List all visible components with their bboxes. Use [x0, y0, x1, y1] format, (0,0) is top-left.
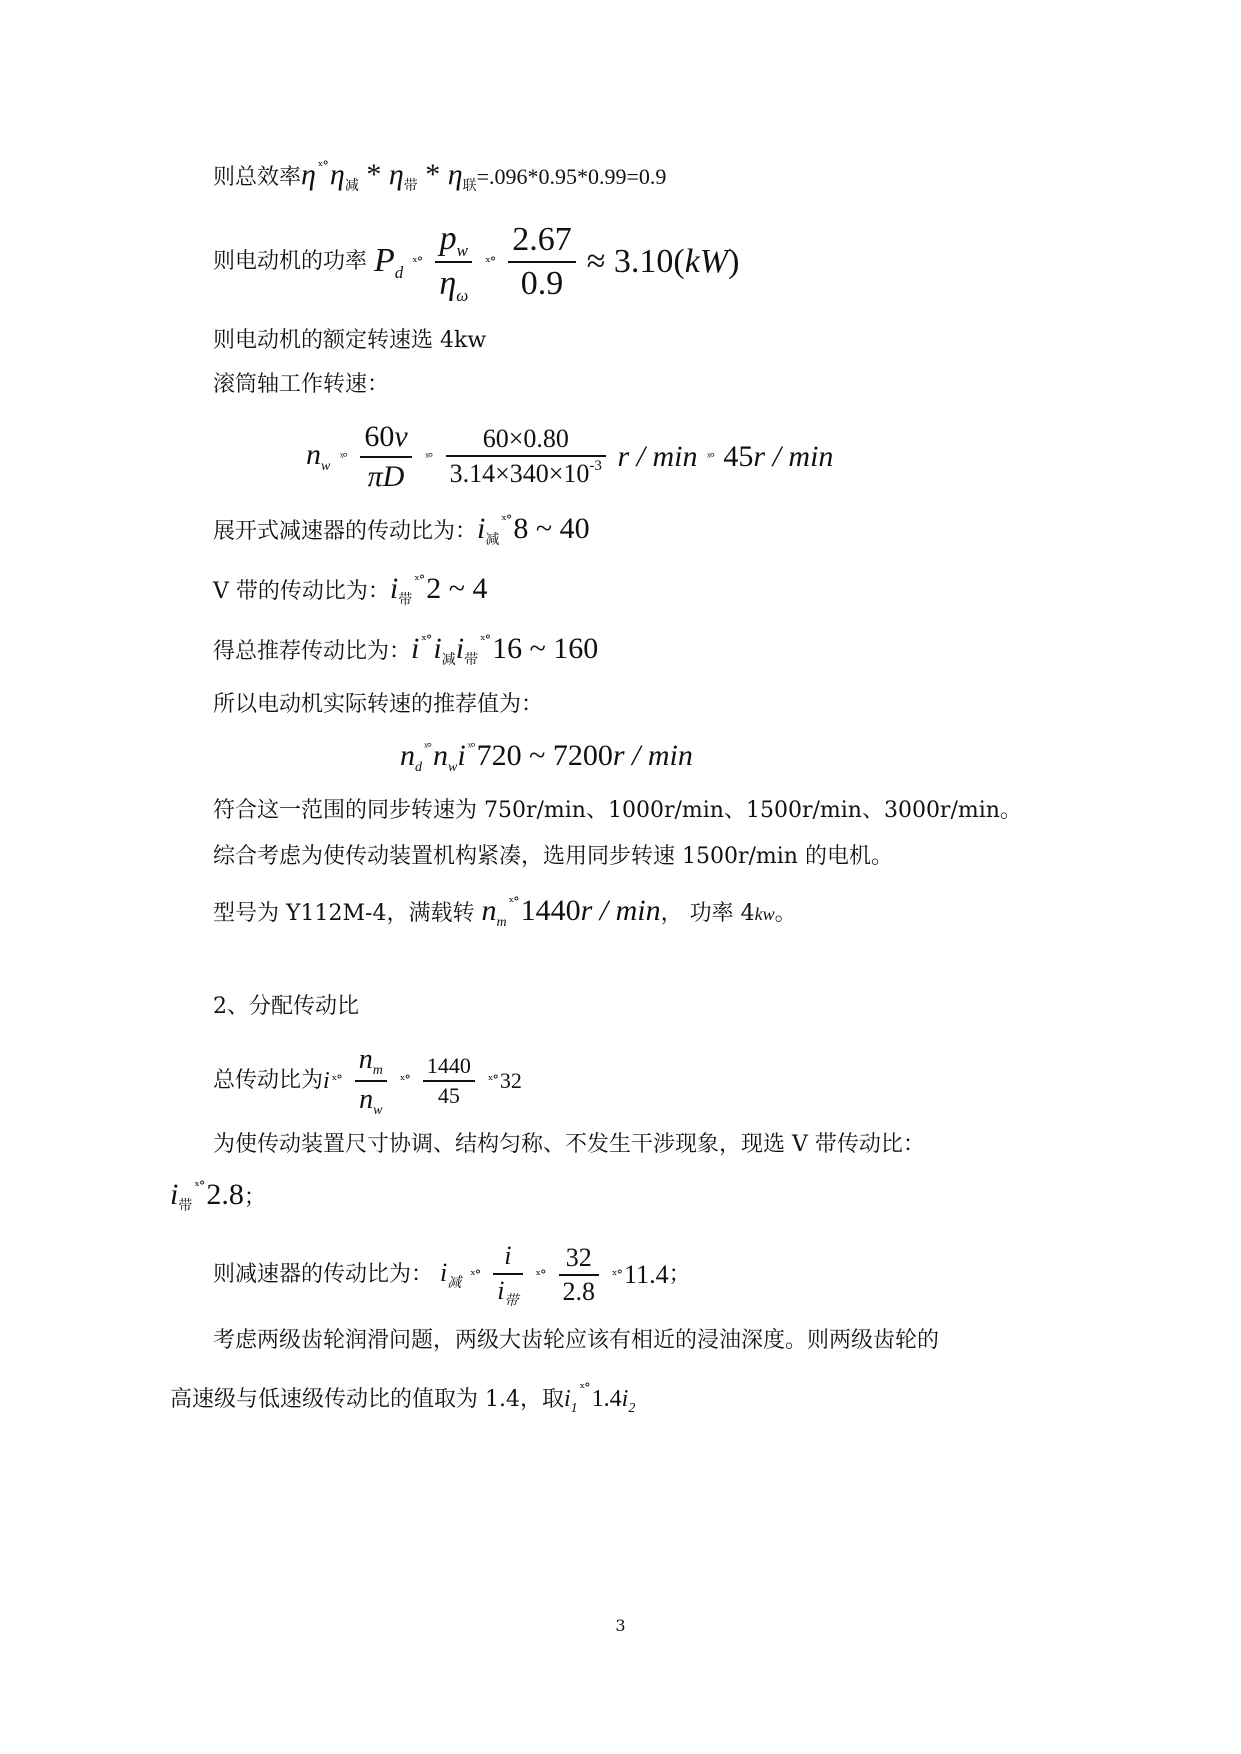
semicolon: ； — [243, 1185, 266, 1210]
i-symbol: i — [389, 572, 399, 605]
motor-range: 720 ~ 7200 — [476, 739, 613, 772]
i2-symbol: $i_2$ — [621, 1386, 636, 1416]
total-efficiency-line — [213, 160, 666, 193]
reducer-sub: 减 — [485, 532, 500, 548]
eta-belt: η — [388, 158, 404, 191]
reducer-ratio-line — [213, 514, 590, 547]
power-numerator: 2.67 — [508, 219, 576, 264]
vbelt-choice-value: 2.8 — [206, 1178, 244, 1211]
vbelt-label: V 带的传动比为： — [213, 579, 390, 604]
ratio-denominator: 45 — [437, 1082, 460, 1108]
eta-symbol: η — [301, 158, 316, 191]
vbelt-choice-paragraph: 为使传动装置尺寸协调、结构匀称、不发生干涉现象，现选 V 带传动比： — [213, 1132, 925, 1157]
efficiency-value: =.096*0.95*0.99=0.9 — [476, 164, 667, 189]
equals-mark: ˣ° — [480, 633, 491, 648]
equals-mark: ˣ° — [470, 1267, 481, 1283]
i-symbol: i — [433, 632, 442, 665]
eta-reducer: η — [329, 158, 345, 191]
i-symbol: $i_减$ — [440, 1257, 462, 1291]
gear-label: 则减速器的传动比为： — [213, 1262, 434, 1287]
equals-mark: ˣ° — [339, 449, 347, 464]
nw-denominator-value: 3.14×340×10 — [449, 459, 590, 488]
gear-ratio-line — [213, 1240, 691, 1310]
nm-symbol: $n_m$ — [481, 894, 507, 930]
gear-fraction-2 — [559, 1242, 600, 1309]
equals-mark: ˣ° — [412, 254, 423, 270]
equals-mark: ˣ° — [331, 1073, 342, 1088]
belt-sub: 带 — [464, 652, 479, 668]
motor-power-line — [213, 218, 739, 307]
rmin-unit: r / min — [580, 894, 661, 927]
equals-mark: ˣ° — [414, 573, 425, 588]
equals-mark: ˣ° — [579, 1381, 590, 1396]
nw-numerator-value: 60 — [364, 420, 395, 453]
rmin-unit: r / min — [753, 439, 834, 473]
equals-mark: ˣ° — [317, 159, 328, 174]
reducer-label: 展开式减速器的传动比为： — [213, 519, 478, 544]
nw-denominator-1: πD — [367, 459, 405, 493]
total-ratio-label: 得总推荐传动比为： — [213, 639, 412, 664]
equals-mark: ˣ° — [501, 513, 512, 528]
selection-line: 综合考虑为使传动装置机构紧凑，选用同步转速 1500r/min 的电机。 — [213, 844, 893, 869]
equals-mark: ˣ° — [399, 1073, 410, 1088]
equals-mark: ˣ° — [467, 739, 475, 754]
pw-numerator: $p_w$ — [435, 218, 472, 263]
equals-mark: ˣ° — [194, 1179, 205, 1194]
power-symbol: $P_d$ — [374, 241, 404, 282]
nw-denominator: $n_w$ — [359, 1083, 383, 1118]
semicolon: ； — [668, 1262, 691, 1287]
rated-speed-line: 则电动机的额定转速选 4kw — [213, 328, 487, 353]
motor-speed-formula — [400, 740, 693, 775]
i1-symbol: $i_1$ — [563, 1386, 578, 1416]
vbelt-range: 2 ~ 4 — [426, 572, 488, 605]
motor-model-line — [213, 896, 797, 930]
power-denominator: 0.9 — [520, 265, 564, 303]
model-power-label: ， 功率 4 — [660, 901, 755, 926]
gear-numerator: 32 — [559, 1242, 600, 1277]
equals-mark: ˣ° — [612, 1267, 623, 1283]
efficiency-label: 则总效率 — [213, 165, 302, 190]
total-range: 16 ~ 160 — [492, 632, 599, 665]
nw-result-value: 45 — [723, 439, 754, 473]
ratio-label: 总传动比为 — [213, 1067, 324, 1093]
nw-numerator-1 — [360, 418, 411, 458]
eta-denominator: $\eta_\omega$ — [439, 265, 469, 306]
i-symbol: i — [455, 632, 465, 665]
gear-result: 11.4 — [624, 1260, 669, 1289]
nw-symbol: $n_wi$ — [432, 739, 466, 775]
equals-mark: ˣ° — [706, 449, 714, 464]
belt-sub: 带 — [403, 178, 418, 194]
nw-symbol: $n_w$ — [306, 437, 331, 474]
v-symbol: v — [394, 420, 408, 453]
model-power-unit: kw — [754, 904, 775, 924]
power-label: 则电动机的功率 — [213, 249, 368, 275]
equals-mark: ˣ° — [508, 895, 519, 910]
nw-numerator-2: 60×0.80 — [446, 423, 606, 458]
coupling-sub: 联 — [462, 178, 477, 194]
reducer-sub: 减 — [441, 652, 456, 668]
lubrication-paragraph-1: 考虑两级齿轮润滑问题，两级大齿轮应该有相近的浸油深度。则两级齿轮的 — [213, 1328, 940, 1353]
equals-mark: ˣ° — [421, 633, 432, 648]
eta-coupling: η — [447, 158, 463, 191]
power-fraction-2 — [508, 219, 576, 306]
belt-sub: 带 — [178, 1198, 193, 1214]
reducer-sub: 减 — [447, 1275, 462, 1291]
nw-result — [723, 439, 834, 473]
times-symbol: * — [417, 158, 448, 191]
power-result-value: ≈ 3.10( — [586, 243, 685, 281]
total-ratio-line — [213, 634, 598, 667]
lubrication-value: 1.4 — [591, 1386, 622, 1412]
ratio-fraction-2 — [423, 1052, 475, 1109]
reducer-sub: 减 — [344, 178, 359, 194]
i-symbol: i — [477, 512, 486, 545]
power-unit: kW — [684, 243, 729, 281]
motor-speed-label: 所以电动机实际转速的推荐值为： — [213, 692, 544, 717]
nw-exponent: -3 — [589, 458, 602, 474]
period: 。 — [774, 901, 797, 926]
ratio-numerator: 1440 — [423, 1052, 475, 1082]
sync-speed-line: 符合这一范围的同步转速为 750r/min、1000r/min、1500r/min、3000r/min。 — [213, 798, 1022, 823]
nw-fraction-2 — [446, 423, 606, 491]
power-fraction-1 — [435, 218, 472, 307]
nw-fraction-1 — [360, 418, 411, 495]
rmin-unit: r / min — [617, 439, 698, 473]
belt-sub: 带 — [504, 1293, 519, 1309]
i-symbol: i — [411, 632, 420, 665]
ratio-result: 32 — [499, 1067, 522, 1093]
vbelt-ratio-line — [213, 574, 487, 607]
ratio-fraction-1 — [355, 1042, 387, 1119]
section-title: 2、分配传动比 — [213, 994, 359, 1019]
power-result: ≈ 3.10(kW) — [586, 243, 740, 281]
lubrication-paragraph-2 — [170, 1382, 635, 1416]
equals-mark: ˣ° — [424, 739, 431, 754]
i-symbol: i — [323, 1067, 330, 1094]
total-transmission-ratio-line — [213, 1042, 522, 1119]
nm-numerator: $n_m$ — [355, 1042, 387, 1082]
gear-denominator: 2.8 — [562, 1277, 596, 1306]
equals-mark: ˣ° — [425, 449, 433, 464]
belt-sub: 带 — [398, 592, 413, 608]
equals-mark: ˣ° — [485, 254, 496, 270]
i-symbol: i — [170, 1178, 179, 1211]
drum-speed-label: 滚筒轴工作转速： — [213, 372, 390, 397]
i-numerator: i — [493, 1240, 522, 1275]
drum-speed-formula — [306, 418, 833, 495]
equals-mark: ˣ° — [487, 1073, 498, 1088]
model-label: 型号为 Y112M-4，满载转 — [213, 901, 475, 926]
ibelt-denominator: $i_带$ — [497, 1275, 519, 1309]
vbelt-choice-value-line — [170, 1180, 266, 1213]
rmin-unit: r / min — [612, 739, 693, 772]
model-speed: 1440 — [520, 894, 581, 927]
page-number: 3 — [615, 1616, 626, 1635]
gear-fraction-1 — [493, 1240, 522, 1310]
nw-denominator-2 — [446, 457, 606, 491]
equals-mark: ˣ° — [535, 1267, 546, 1283]
reducer-range: 8 ~ 40 — [513, 512, 590, 545]
nd-symbol: $n_d$ — [400, 739, 422, 775]
times-symbol: * — [358, 158, 389, 191]
lubrication-text: 高速级与低速级传动比的值取为 1.4，取 — [170, 1387, 564, 1412]
